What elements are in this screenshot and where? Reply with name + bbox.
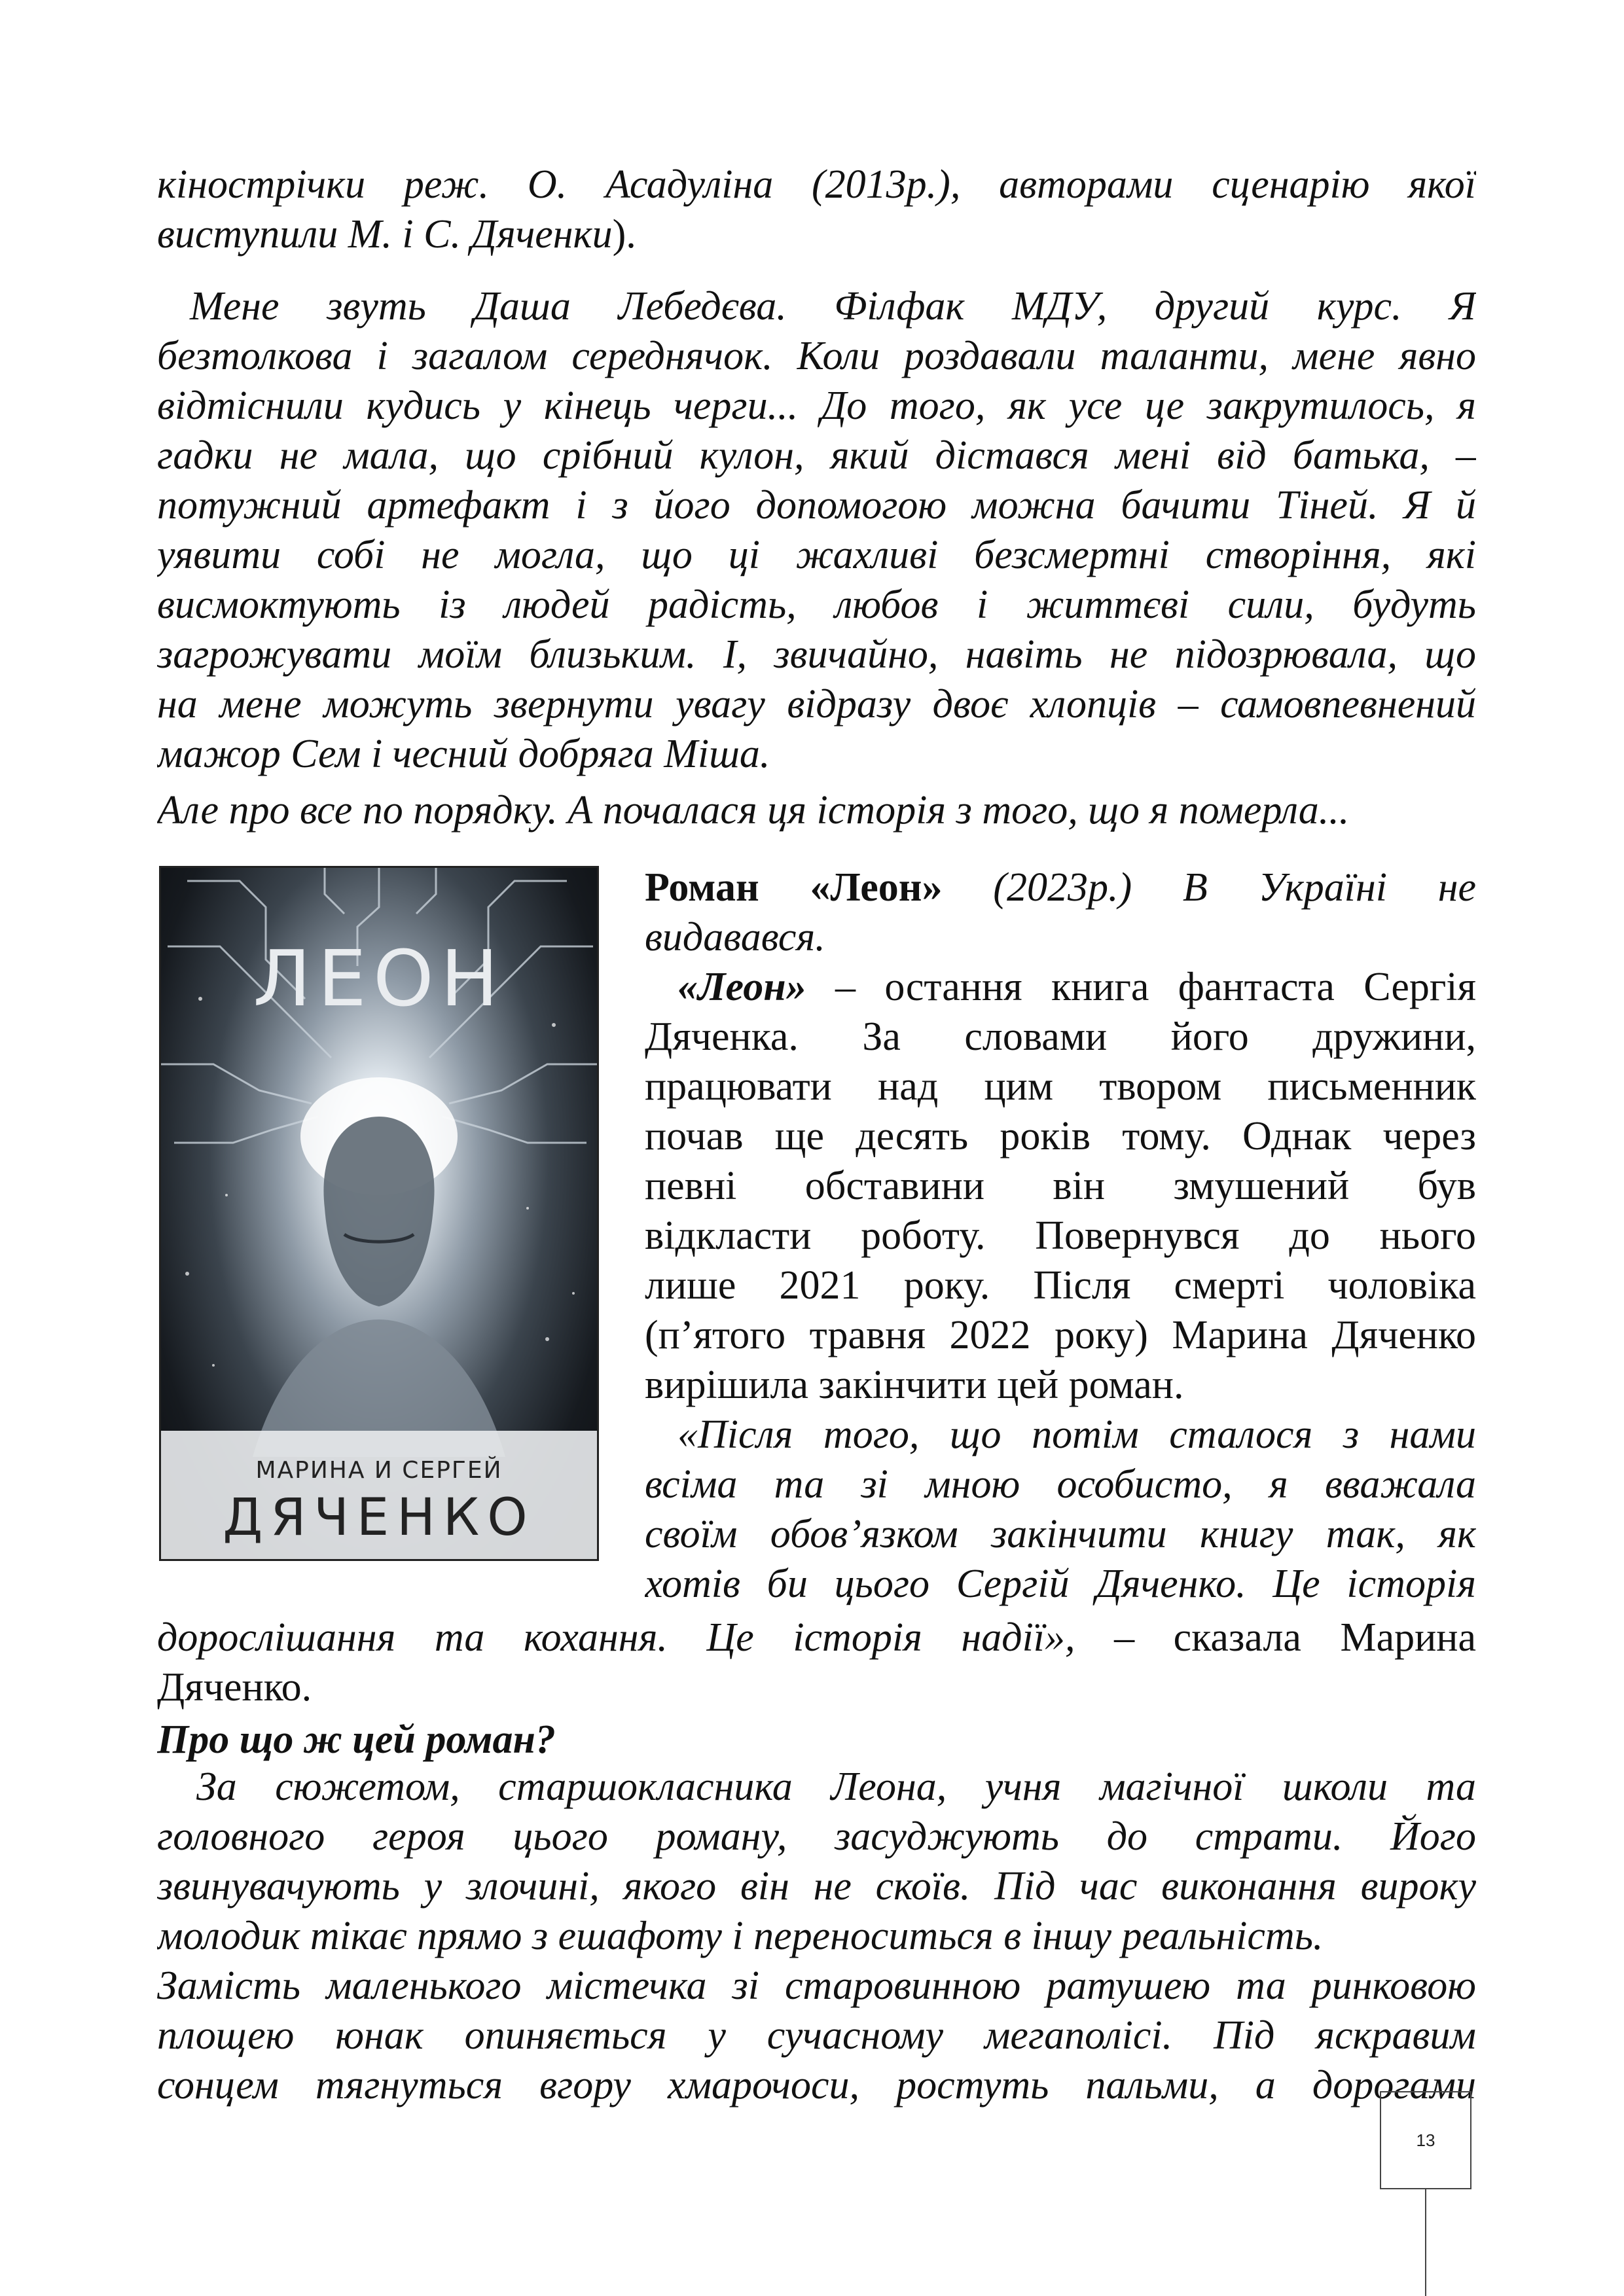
text-line: працювати над цим твором письменник: [645, 1064, 1476, 1109]
text-line: своїм обов’язком закінчити книгу так, як: [645, 1512, 1476, 1556]
text-line: площею юнак опиняється у сучасному мегаполісі. Під яскравим: [157, 2013, 1476, 2058]
text-line: Але про все по порядку. А почалася ця історія з того, що я померла...: [157, 788, 1350, 833]
text-line: кінострічки реж. О. Асадуліна (2013р.), авторами сценарію якої: [157, 162, 1476, 207]
text-line: За сюжетом, старшокласника Леона, учня магічної школи та: [196, 1765, 1476, 1809]
text-span: (2023р.) В Україні не: [993, 865, 1476, 910]
quote-tail: [157, 1613, 1476, 1712]
paragraph-megapolis: [157, 1961, 1476, 2110]
text-line: [645, 962, 1476, 1012]
text-line: Мене звуть Даша Лебедєва. Філфак МДУ, другий курс. Я: [190, 284, 1476, 329]
text-line: видавався.: [645, 915, 825, 960]
paragraph-beginning: [157, 785, 1476, 835]
text-line: головного героя цього роману, засуджують до страти. Його: [157, 1814, 1476, 1859]
section-question: [157, 1715, 1476, 1765]
text-line: потужний артефакт і з його допомогою можна бачити Тіней. Я й: [157, 483, 1476, 528]
text-line: Дяченко.: [157, 1665, 312, 1710]
novel-leon-intro: [645, 863, 1476, 1609]
text-line: відтіснили кудись у кінець черги... До того, як усе це закрутилось, я: [157, 384, 1476, 428]
text-span: дорослішання та кохання. Це історія надії»,: [157, 1615, 1075, 1660]
text-span: – сказала Марина: [1114, 1615, 1476, 1660]
page-number: 13: [1416, 2130, 1435, 2150]
paragraph-film-credits: [157, 160, 1476, 259]
text-line: мажор Сем і чесний добряга Міша.: [157, 732, 770, 776]
text-line: Замість маленького містечка зі старовинною ратушею та ринковою: [157, 1964, 1476, 2008]
text-span: – остання книга фантаста Сергія: [835, 965, 1476, 1009]
text-line: «Після того, що потім сталося з нами: [677, 1412, 1476, 1457]
question-heading: Про що ж цей роман?: [157, 1717, 556, 1762]
text-line: всіма та зі мною особисто, я вважала: [645, 1462, 1476, 1507]
novel-name: «Леон»: [677, 965, 806, 1009]
book-cover-image: [159, 866, 599, 1561]
text-line: [157, 1613, 1476, 1662]
text-line: [157, 209, 1476, 259]
text-line: відкласти роботу. Повернувся до нього: [645, 1213, 1476, 1258]
text-line: уявити собі не могла, що ці жахливі безсмертні створіння, які: [157, 533, 1476, 577]
text-line: гадки не мала, що срібний кулон, який дістався мені від батька, –: [157, 433, 1476, 478]
cover-surname: ДЯЧЕНКО: [223, 1488, 535, 1547]
paragraph-dasha-quote: [157, 281, 1476, 779]
text-line: звинувачують у злочині, якого він не скоїв. Під час виконання вироку: [157, 1864, 1476, 1909]
text-line: хотів би цього Сергій Дяченко. Це історія: [645, 1562, 1476, 1606]
text-line: молодик тікає прямо з ешафоту і переноситься в іншу реальність.: [157, 1914, 1324, 1958]
text-line: [645, 863, 1476, 912]
text-line: безтолкова і загалом середнячок. Коли роздавали таланти, мене явно: [157, 334, 1476, 378]
text-line: (п’ятого травня 2022 року) Марина Дяченко: [645, 1313, 1476, 1357]
text-line: лише 2021 року. Після смерті чоловіка: [645, 1263, 1476, 1308]
cover-authors: МАРИНА И СЕРГЕЙ: [255, 1457, 503, 1484]
page-number-box: [1380, 2091, 1471, 2189]
text-line: Дяченка. За словами його дружини,: [645, 1014, 1476, 1059]
paragraph-plot: [157, 1762, 1476, 1961]
page-number-line: [1425, 2189, 1426, 2296]
cover-title: ЛЕОН: [253, 933, 505, 1024]
text-line: певні обставини він змушений був: [645, 1164, 1476, 1208]
text-span: виступили М. і С. Дяченки: [157, 212, 613, 257]
text-line: на мене можуть звернути увагу відразу двоє хлопців – самовпевнений: [157, 682, 1476, 726]
novel-title: Роман «Леон»: [645, 865, 943, 910]
text-line: вирішила закінчити цей роман.: [645, 1363, 1184, 1407]
text-span: ).: [612, 212, 636, 257]
text-line: висмоктують із людей радість, любов і життєві сили, будуть: [157, 583, 1476, 627]
text-line: почав ще десять років тому. Однак через: [645, 1114, 1476, 1158]
text-line: загрожувати моїм близьким. І, звичайно, навіть не підозрювала, що: [157, 632, 1476, 677]
text-line: сонцем тягнуться вгору хмарочоси, ростуть пальми, а дорогами: [157, 2063, 1476, 2108]
